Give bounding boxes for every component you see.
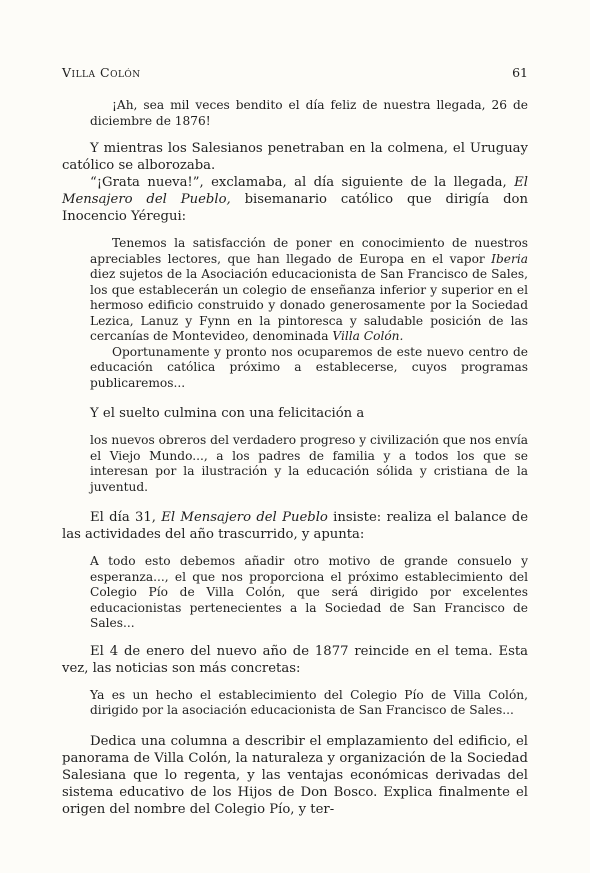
italic-text: El Mensajero del Pueblo, (62, 175, 528, 207)
italic-text: Iberia (491, 251, 528, 266)
quote-paragraph (90, 236, 528, 345)
page-header (62, 65, 528, 80)
text-run: Y mientras los Salesianos penetraban en la colmena, el Uruguay católico se alborozaba. (62, 141, 528, 173)
body-paragraph (62, 643, 528, 677)
text-run: Ya es un hecho el establecimiento del Colegio Pío de Villa Colón, dirigido por la asociación educacionista de San Francisco de Sales... (90, 687, 528, 717)
text-run: A todo esto debemos añadir otro motivo de grande consuelo y esperanza..., el que nos proporciona el próximo establecimiento del Colegio Pío de Villa Colón, que será dirigido por excelentes educacionistas pertenecientes a la Sociedad de San Francisco de Sales... (90, 554, 528, 630)
italic-text: Villa Colón. (332, 329, 404, 343)
block-quote (90, 345, 528, 392)
block-quote (90, 554, 528, 632)
text-run: Dedica una columna a describir el emplazamiento del edificio, el panorama de Villa Colón, la naturaleza y organización de la Sociedad Salesiana que lo regenta, y las ventajas económicas derivadas del sistema educativo de los Hijos de Don Bosco. Explica finalmente el origen del nombre del Colegio Pío, y ter- (62, 733, 528, 817)
block-quote (90, 236, 528, 345)
text-run: bisemanario católico que dirigía don Inocencio Yéregui: (62, 192, 528, 224)
body-paragraph (62, 140, 528, 174)
running-title: Villa Colón (62, 65, 141, 80)
text-run: Tenemos la satisfacción de poner en conocimiento de nuestros apreciables lectores, que han llegado de Europa en el vapor (90, 236, 528, 266)
quote-paragraph (90, 688, 528, 719)
text-run: “¡Grata nueva!”, exclamaba, al día siguiente de la llegada, (90, 175, 515, 190)
text-run: Y el suelto culmina con una felicitación a (90, 406, 365, 421)
text-run: Oportunamente y pronto nos ocuparemos de este nuevo centro de educación católica próximo a establecerse, cuyos programas publicaremos... (90, 344, 528, 390)
text-run: ¡Ah, sea mil veces bendito el día feliz de nuestra llegada, 26 de diciembre de 1876! (90, 98, 528, 128)
text-run: diez sujetos de la Asociación educacionista de San Francisco de Sales, los que establecerán un colegio de enseñanza inferior y superior en el hermoso edificio construido y donado generosamente por la Sociedad Lezica, Lanuz y Fynn en la pintoresca y saludable posición de las cercanías de Montevideo, denominada (90, 267, 528, 343)
page-number: 61 (512, 65, 528, 80)
body-paragraph (62, 405, 528, 422)
text-run: El día 31, (90, 510, 162, 525)
text-run: los nuevos obreros del verdadero progreso y civilización que nos envía el Viejo Mundo..., a los padres de familia y a todos los que se interesan por la ilustración y la educación sólida y cristiana de la juventud. (90, 433, 528, 494)
block-quote (90, 688, 528, 719)
body-paragraph (62, 174, 528, 225)
quote-paragraph (90, 554, 528, 632)
text-run: El 4 de enero del nuevo año de 1877 reincide en el tema. Esta vez, las noticias son más concretas: (62, 643, 528, 676)
quote-paragraph (90, 433, 528, 495)
quote-paragraph (90, 98, 528, 129)
body-paragraph (62, 733, 528, 818)
quote-paragraph (90, 345, 528, 392)
italic-text: El Mensajero del Pueblo (161, 510, 328, 525)
block-quote (90, 433, 528, 495)
body-paragraph (62, 509, 528, 543)
block-quote (90, 98, 528, 129)
page-body (62, 98, 528, 818)
text-run: insiste: realiza el balance de las actividades del año trascurrido, y apunta: (62, 510, 528, 542)
